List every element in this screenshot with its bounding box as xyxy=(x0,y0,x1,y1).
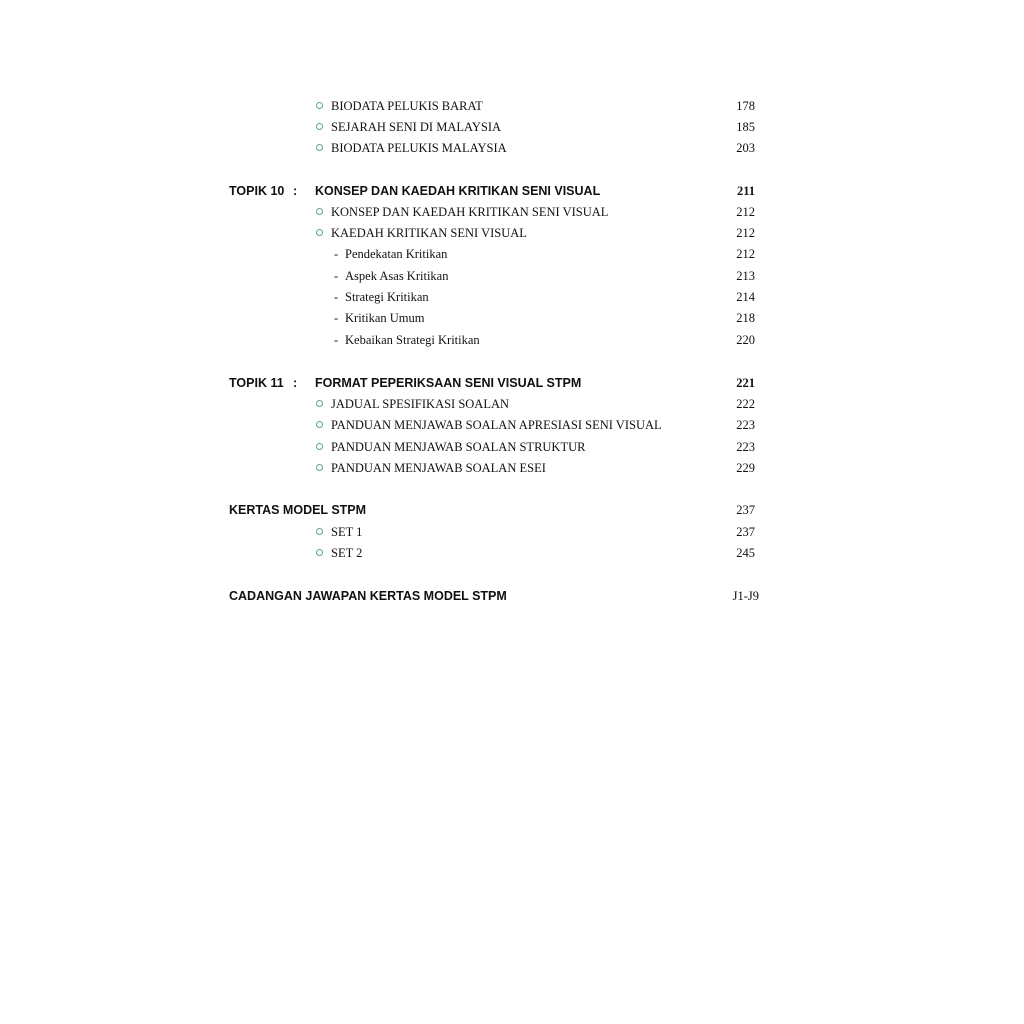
hollow-circle-icon xyxy=(316,144,323,151)
toc-item-title: BIODATA PELUKIS BARAT xyxy=(331,99,483,113)
section-heading xyxy=(0,586,1024,606)
toc-item xyxy=(0,437,1024,457)
toc-item-title: JADUAL SPESIFIKASI SOALAN xyxy=(331,397,510,411)
toc-item xyxy=(0,138,1024,158)
toc-item-page: 229 xyxy=(736,461,755,475)
toc-item xyxy=(0,415,1024,435)
toc-item-title: SET 2 xyxy=(331,546,363,560)
hollow-circle-icon xyxy=(316,208,323,215)
hollow-circle-icon xyxy=(316,421,323,428)
hollow-circle-icon xyxy=(316,549,323,556)
section-heading xyxy=(0,500,1024,520)
toc-subitem xyxy=(0,244,1024,264)
toc-item xyxy=(0,522,1024,542)
hollow-circle-icon xyxy=(316,464,323,471)
hollow-circle-icon xyxy=(316,528,323,535)
section-title: KERTAS MODEL STPM xyxy=(229,503,367,517)
toc-item-page: 203 xyxy=(736,141,755,155)
toc-item-title: KAEDAH KRITIKAN SENI VISUAL xyxy=(331,226,527,240)
toc-item-page: 223 xyxy=(736,440,755,454)
hollow-circle-icon xyxy=(316,400,323,407)
topic-title: FORMAT PEPERIKSAAN SENI VISUAL STPM xyxy=(315,376,582,390)
toc-item-page: 178 xyxy=(736,99,755,113)
toc-subitem-page: 218 xyxy=(736,311,755,325)
topic-heading xyxy=(0,181,1024,201)
toc-item-page: 212 xyxy=(736,205,755,219)
toc-item-page: 185 xyxy=(736,120,755,134)
toc-item-title: BIODATA PELUKIS MALAYSIA xyxy=(331,141,507,155)
topic-page: 221 xyxy=(736,376,755,390)
toc-item xyxy=(0,223,1024,243)
toc-subitem xyxy=(0,287,1024,307)
dash-icon: - xyxy=(334,333,339,347)
toc-subitem-page: 213 xyxy=(736,269,755,283)
toc-item xyxy=(0,543,1024,563)
dash-icon: - xyxy=(334,290,339,304)
toc-item xyxy=(0,458,1024,478)
toc-item-page: 245 xyxy=(736,546,755,560)
section-page: J1-J9 xyxy=(732,589,759,603)
toc-subitem-title: Kritikan Umum xyxy=(345,311,425,325)
topic-colon: : xyxy=(293,184,298,198)
toc-item-title: SET 1 xyxy=(331,525,363,539)
topic-title: KONSEP DAN KAEDAH KRITIKAN SENI VISUAL xyxy=(315,184,601,198)
toc-subitem-title: Pendekatan Kritikan xyxy=(345,247,448,261)
toc-subitem xyxy=(0,330,1024,350)
toc-item-title: PANDUAN MENJAWAB SOALAN ESEI xyxy=(331,461,546,475)
toc-item-page: 212 xyxy=(736,226,755,240)
toc-subitem-title: Kebaikan Strategi Kritikan xyxy=(345,333,480,347)
toc-subitem-page: 214 xyxy=(736,290,755,304)
toc-item-page: 222 xyxy=(736,397,755,411)
toc-item-title: PANDUAN MENJAWAB SOALAN APRESIASI SENI VISUAL xyxy=(331,418,662,432)
hollow-circle-icon xyxy=(316,123,323,130)
toc-subitem-page: 212 xyxy=(736,247,755,261)
toc-item-page: 237 xyxy=(736,525,755,539)
hollow-circle-icon xyxy=(316,102,323,109)
toc-item-title: KONSEP DAN KAEDAH KRITIKAN SENI VISUAL xyxy=(331,205,609,219)
toc-item xyxy=(0,96,1024,116)
dash-icon: - xyxy=(334,247,339,261)
toc-subitem-page: 220 xyxy=(736,333,755,347)
hollow-circle-icon xyxy=(316,443,323,450)
toc-item xyxy=(0,202,1024,222)
topic-colon: : xyxy=(293,376,298,390)
hollow-circle-icon xyxy=(316,229,323,236)
toc-subitem-title: Aspek Asas Kritikan xyxy=(345,269,449,283)
dash-icon: - xyxy=(334,311,339,325)
toc-item-title: SEJARAH SENI DI MALAYSIA xyxy=(331,120,502,134)
toc-subitem-title: Strategi Kritikan xyxy=(345,290,429,304)
topic-number: TOPIK 10 xyxy=(229,184,285,198)
toc-item xyxy=(0,117,1024,137)
toc-item-page: 223 xyxy=(736,418,755,432)
toc-subitem xyxy=(0,266,1024,286)
toc-item-title: PANDUAN MENJAWAB SOALAN STRUKTUR xyxy=(331,440,586,454)
topic-heading xyxy=(0,373,1024,393)
topic-number: TOPIK 11 xyxy=(229,376,284,390)
section-title: CADANGAN JAWAPAN KERTAS MODEL STPM xyxy=(229,589,507,603)
toc-item xyxy=(0,394,1024,414)
section-page: 237 xyxy=(736,503,755,517)
dash-icon: - xyxy=(334,269,339,283)
toc-subitem xyxy=(0,308,1024,328)
topic-page: 211 xyxy=(736,184,755,198)
